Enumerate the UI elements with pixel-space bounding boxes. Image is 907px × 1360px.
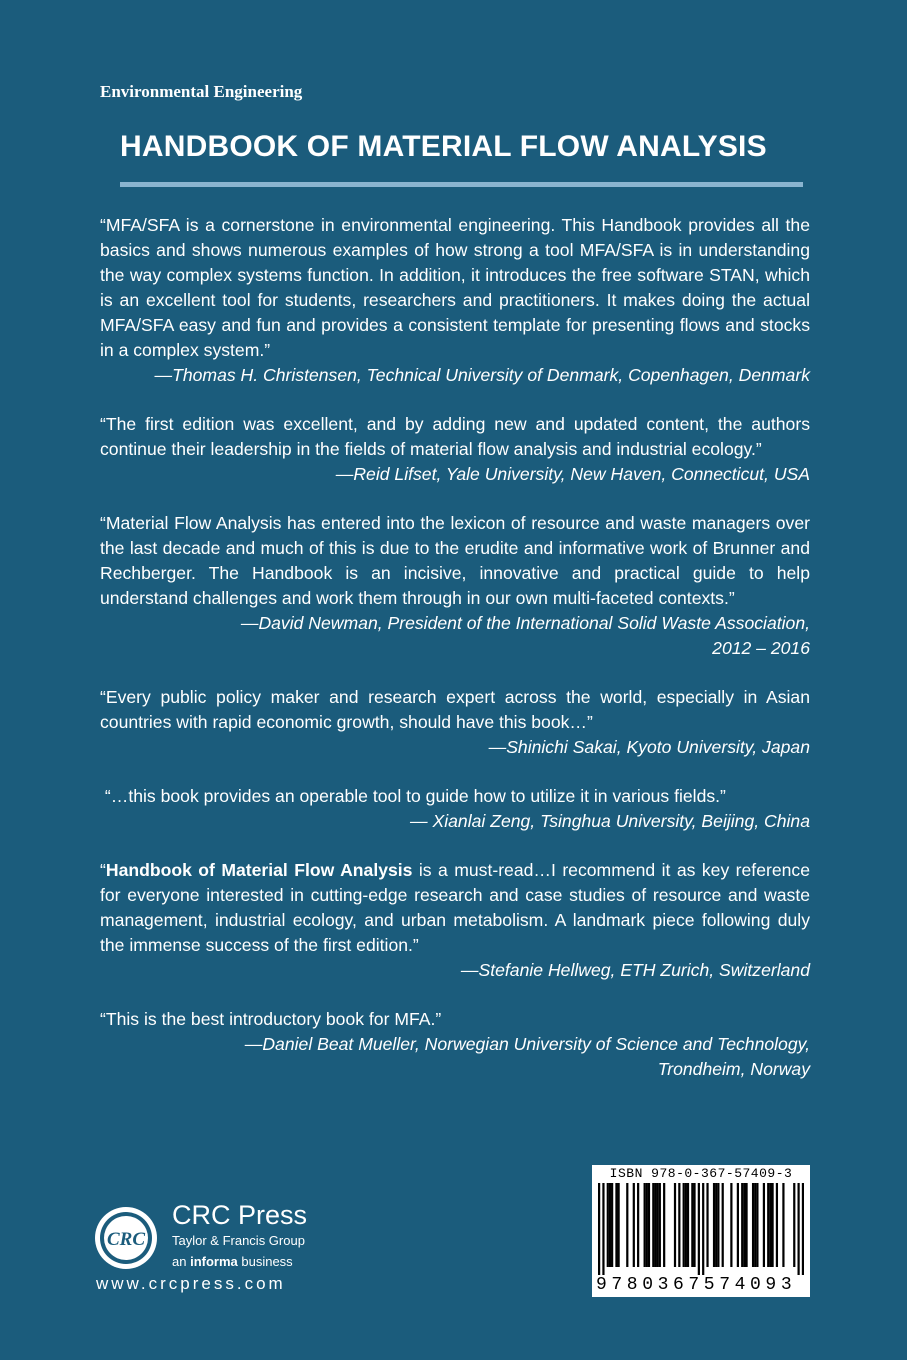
title-divider	[120, 182, 803, 187]
endorsement	[100, 784, 810, 834]
attribution-line: —Stefanie Hellweg, ETH Zurich, Switzerland	[460, 960, 810, 980]
attribution-line: —Daniel Beat Mueller, Norwegian University of Science and Technology,	[244, 1034, 810, 1054]
barcode-bar	[717, 1183, 719, 1267]
endorsement	[100, 412, 810, 487]
quote-text: “Every public policy maker and research expert across the world, especially in Asian countries with rapid economic growth, should have this book…”	[100, 687, 810, 732]
barcode-bar	[763, 1183, 765, 1267]
isbn-text: ISBN 978-0-367-57409-3	[609, 1166, 793, 1181]
barcode-bar	[633, 1183, 635, 1267]
barcode-bar	[698, 1183, 700, 1275]
barcode-bar	[782, 1183, 784, 1267]
crc-logo-icon	[94, 1206, 158, 1270]
barcode-bar	[754, 1183, 756, 1267]
endorsement	[100, 511, 810, 661]
quote-attribution	[100, 462, 810, 487]
barcode-bar	[598, 1183, 600, 1275]
book-title: HANDBOOK OF MATERIAL FLOW ANALYSIS	[120, 130, 767, 163]
quote-text: “MFA/SFA is a cornerstone in environmental engineering. This Handbook provides all the basics and shows numerous examples of how strong a tool MFA/SFA is in understanding the way complex systems function. In addition, it introduces the free software STAN, which is an excellent tool for students, researchers and practitioners. It makes doing the actual MFA/SFA easy and fun and provides a consistent template for presenting flows and stocks in a complex system.”	[100, 215, 810, 360]
barcode-bar	[715, 1183, 717, 1267]
barcode-bar	[745, 1183, 747, 1267]
quote-attribution	[100, 363, 810, 388]
quote-text-rest: is a must-read…I recommend it as key reference for everyone interested in cutting-edge research and case studies of resource and waste management, industrial ecology, and urban metabolism. A landmark piece following duly the immense success of the first edition.”	[100, 860, 810, 955]
barcode-bar	[771, 1183, 773, 1267]
attribution-line: —Reid Lifset, Yale University, New Haven, Connecticut, USA	[335, 464, 810, 484]
quote-attribution	[100, 958, 810, 983]
barcode-bar	[637, 1183, 639, 1267]
barcode-bar	[685, 1183, 687, 1267]
barcode-bar	[652, 1183, 654, 1267]
attribution-line: Trondheim, Norway	[657, 1059, 810, 1079]
quote-book-title: Handbook of Material Flow Analysis	[105, 860, 413, 880]
barcode-bar	[609, 1183, 611, 1267]
barcode-bar	[615, 1183, 617, 1267]
barcode-bar	[730, 1183, 732, 1267]
publisher-block	[92, 1198, 352, 1298]
attribution-line: —David Newman, President of the International Solid Waste Association,	[240, 613, 810, 633]
barcode-bar	[713, 1183, 715, 1267]
informa-suffix: business	[237, 1254, 293, 1269]
ean-digits: 9780367574093	[596, 1275, 797, 1295]
barcode-bar	[648, 1183, 650, 1267]
barcode-bar	[693, 1183, 695, 1267]
endorsement	[100, 1007, 810, 1082]
attribution-line: — Xianlai Zeng, Tsinghua University, Beijing, China	[410, 811, 810, 831]
barcode-bar	[793, 1183, 795, 1267]
endorsements	[100, 213, 810, 1106]
barcode-bar	[691, 1183, 693, 1267]
barcode-bar	[737, 1183, 739, 1267]
quote-text: “Material Flow Analysis has entered into the lexicon of resource and waste managers over the last decade and much of this is due to the erudite and informative work of Brunner and Rechberger. The Handbook is an incisive, innovative and practical guide to help understand challenges and work them through in our own multi-faceted contexts.”	[100, 513, 810, 608]
endorsement	[100, 213, 810, 388]
quote-attribution	[100, 809, 810, 834]
publisher-name: CRC Press	[172, 1200, 308, 1230]
quote-text: “This is the best introductory book for MFA.”	[100, 1009, 442, 1029]
quote-attribution	[100, 611, 810, 661]
quote-attribution	[100, 1032, 810, 1082]
barcode-bar	[706, 1183, 708, 1267]
barcode-bar	[674, 1183, 676, 1267]
publisher-group: Taylor & Francis Group	[172, 1233, 305, 1248]
endorsement	[100, 685, 810, 760]
barcode-bar	[663, 1183, 665, 1267]
barcode-bar	[702, 1183, 704, 1275]
publisher-informa	[172, 1254, 293, 1269]
barcode-bar	[654, 1183, 656, 1267]
barcode-bar	[769, 1183, 771, 1267]
quote-text	[100, 858, 810, 958]
barcode-bar	[802, 1183, 804, 1275]
barcode-bar	[722, 1183, 724, 1267]
barcode-bar	[657, 1183, 659, 1267]
series-label: Environmental Engineering	[100, 82, 303, 101]
barcode-bar	[618, 1183, 620, 1267]
barcode-bar	[752, 1183, 754, 1267]
barcode-bar	[743, 1183, 745, 1267]
informa-prefix: an	[172, 1254, 191, 1269]
barcode-bar	[683, 1183, 685, 1267]
barcode-bar	[767, 1183, 769, 1267]
isbn-barcode	[592, 1165, 810, 1297]
crc-logo-text: CRC	[106, 1229, 146, 1250]
barcode-bar	[626, 1183, 628, 1267]
barcode-bar	[602, 1183, 604, 1275]
quote-text: “The first edition was excellent, and by adding new and updated content, the authors continue their leadership in the fields of material flow analysis and industrial ecology.”	[100, 414, 810, 459]
barcode-bar	[678, 1183, 680, 1267]
barcode-bars	[598, 1183, 804, 1275]
barcode-bar	[756, 1183, 758, 1267]
barcode-bar	[646, 1183, 648, 1267]
barcode-bar	[644, 1183, 646, 1267]
quote-open-mark: “	[100, 860, 106, 880]
endorsement	[100, 858, 810, 983]
attribution-line: 2012 – 2016	[712, 638, 810, 658]
publisher-url: www.crcpress.com	[96, 1274, 286, 1293]
attribution-line: —Shinichi Sakai, Kyoto University, Japan	[488, 737, 810, 757]
quote-attribution	[100, 735, 810, 760]
barcode-bar	[659, 1183, 661, 1267]
attribution-line: —Thomas H. Christensen, Technical University of Denmark, Copenhagen, Denmark	[154, 365, 810, 385]
barcode-bar	[797, 1183, 799, 1275]
barcode-bar	[687, 1183, 689, 1267]
barcode-bar	[776, 1183, 778, 1267]
barcode-bar	[611, 1183, 613, 1267]
quote-text: “…this book provides an operable tool to guide how to utilize it in various fields.”	[100, 786, 726, 806]
informa-bold: informa	[190, 1254, 238, 1269]
barcode-bar	[741, 1183, 743, 1267]
barcode-bar	[607, 1183, 609, 1267]
